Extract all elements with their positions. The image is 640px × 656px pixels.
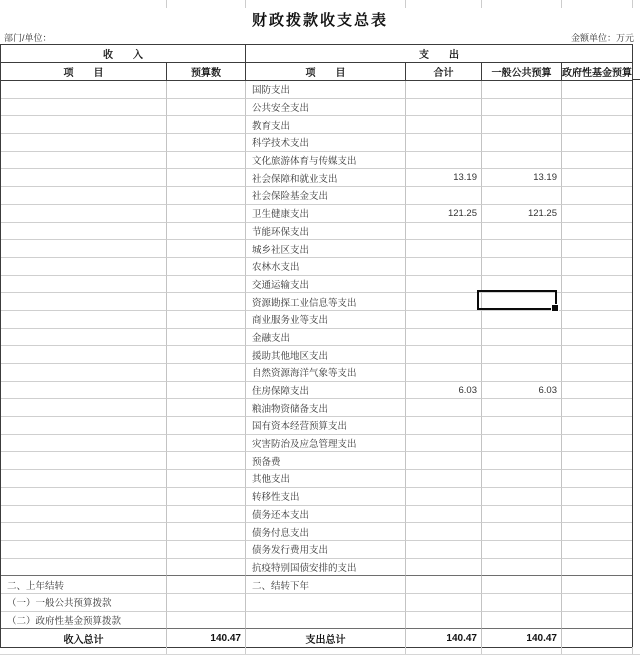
cell-income[interactable] — [1, 435, 167, 453]
table-row — [1, 576, 632, 594]
cell-general[interactable] — [482, 116, 562, 134]
column-header-row — [1, 63, 632, 81]
cell-income[interactable] — [1, 134, 167, 152]
cell-fund[interactable] — [562, 506, 632, 524]
cell-general[interactable] — [482, 134, 562, 152]
cell-item[interactable]: 节能环保支出 — [246, 223, 406, 241]
table-row — [1, 346, 632, 364]
cell-item[interactable]: 公共安全支出 — [246, 99, 406, 117]
cell-total[interactable] — [406, 293, 482, 311]
cell-total[interactable] — [406, 240, 482, 258]
cell-total[interactable] — [406, 541, 482, 559]
cell-item[interactable]: 债务发行费用支出 — [246, 541, 406, 559]
cell-budget[interactable] — [167, 470, 246, 488]
cell-total[interactable] — [406, 311, 482, 329]
table-row — [1, 99, 632, 117]
cell-fund[interactable] — [562, 576, 632, 594]
cell-income[interactable] — [1, 541, 167, 559]
cell-fund[interactable] — [562, 240, 632, 258]
gridline-stub — [166, 0, 167, 8]
cell-income[interactable] — [1, 293, 167, 311]
cell-item[interactable]: 债务付息支出 — [246, 523, 406, 541]
table-row — [1, 134, 632, 152]
table-row — [1, 187, 632, 205]
table-row — [1, 435, 632, 453]
gridline-stub — [481, 0, 482, 8]
cell-general[interactable] — [482, 399, 562, 417]
cell-budget[interactable] — [167, 240, 246, 258]
cell-fund[interactable] — [562, 116, 632, 134]
cell-total[interactable] — [406, 329, 482, 347]
cell-fund[interactable] — [562, 435, 632, 453]
cell-budget[interactable] — [167, 559, 246, 577]
cell-item[interactable]: 预备费 — [246, 452, 406, 470]
cell-general[interactable] — [482, 576, 562, 594]
fill-handle[interactable] — [551, 304, 559, 312]
cell-budget[interactable] — [167, 612, 246, 630]
cell-general[interactable] — [482, 346, 562, 364]
table-row — [1, 169, 632, 187]
cell-general[interactable] — [482, 594, 562, 612]
cell-item[interactable]: 交通运输支出 — [246, 276, 406, 294]
cell-item[interactable]: 农林水支出 — [246, 258, 406, 276]
cell-item[interactable]: 自然资源海洋气象等支出 — [246, 364, 406, 382]
cell-income[interactable] — [1, 276, 167, 294]
cell-item[interactable]: 金融支出 — [246, 329, 406, 347]
table-row — [1, 523, 632, 541]
cell-general[interactable] — [482, 311, 562, 329]
table-row — [1, 559, 632, 577]
income-total-value[interactable]: 140.47 — [167, 629, 246, 647]
cell-fund[interactable] — [562, 399, 632, 417]
table-row — [1, 152, 632, 170]
cell-income[interactable] — [1, 523, 167, 541]
cell-fund[interactable] — [562, 594, 632, 612]
totals-row — [1, 629, 632, 647]
expense-group-header[interactable]: 支 出 — [246, 45, 632, 63]
cell-income[interactable] — [1, 506, 167, 524]
cell-budget[interactable] — [167, 81, 246, 99]
table-row — [1, 470, 632, 488]
cell-general[interactable]: 6.03 — [482, 382, 562, 400]
cell-income[interactable] — [1, 311, 167, 329]
cell-budget[interactable] — [167, 488, 246, 506]
cell-income[interactable] — [1, 152, 167, 170]
income-total-label[interactable]: 收入总计 — [1, 629, 167, 647]
cell-total[interactable] — [406, 523, 482, 541]
cell-budget[interactable] — [167, 276, 246, 294]
cell-item[interactable]: 国有资本经营预算支出 — [246, 417, 406, 435]
cell-budget[interactable] — [167, 435, 246, 453]
table-row — [1, 417, 632, 435]
cell-budget[interactable] — [167, 169, 246, 187]
cell-item[interactable] — [246, 594, 406, 612]
cell-budget[interactable] — [167, 205, 246, 223]
cell-budget[interactable] — [167, 329, 246, 347]
cell-total[interactable] — [406, 506, 482, 524]
cell-general[interactable] — [482, 612, 562, 630]
cell-budget[interactable] — [167, 152, 246, 170]
expense-total-label[interactable]: 支出总计 — [246, 629, 406, 647]
income-group-header[interactable]: 收 入 — [1, 45, 246, 63]
cell-item[interactable]: 商业服务业等支出 — [246, 311, 406, 329]
table-row — [1, 116, 632, 134]
gridline-stub — [632, 0, 633, 8]
cell-budget[interactable] — [167, 452, 246, 470]
table-row — [1, 594, 632, 612]
cell-budget[interactable] — [167, 99, 246, 117]
cell-fund[interactable] — [562, 205, 632, 223]
cell-item[interactable]: 二、结转下年 — [246, 576, 406, 594]
cell-general[interactable] — [482, 81, 562, 99]
cell-general[interactable] — [482, 152, 562, 170]
table-row — [1, 488, 632, 506]
cell-income[interactable] — [1, 116, 167, 134]
cell-total[interactable] — [406, 223, 482, 241]
cell-total[interactable] — [406, 435, 482, 453]
cell-income[interactable] — [1, 99, 167, 117]
table-row — [1, 205, 632, 223]
gridline-horizontal — [0, 654, 640, 655]
cell-income[interactable] — [1, 382, 167, 400]
cell-budget[interactable] — [167, 258, 246, 276]
cell-fund[interactable] — [562, 99, 632, 117]
cell-income[interactable] — [1, 470, 167, 488]
cell-income[interactable] — [1, 399, 167, 417]
cell-income[interactable] — [1, 223, 167, 241]
cell-fund[interactable] — [562, 329, 632, 347]
table-row — [1, 81, 632, 99]
cell-fund[interactable] — [562, 346, 632, 364]
cell-income[interactable] — [1, 81, 167, 99]
cell-fund[interactable] — [562, 311, 632, 329]
sheet-title: 财政拨款收支总表 — [251, 12, 388, 29]
cell-total[interactable] — [406, 559, 482, 577]
cell-general[interactable] — [482, 470, 562, 488]
cell-general[interactable] — [482, 223, 562, 241]
cell-income[interactable]: （一）一般公共预算拨款 — [1, 594, 167, 612]
dept-unit-label: 部门/单位： — [4, 33, 52, 43]
col-header-fund-budget[interactable]: 政府性基金预算 — [562, 63, 632, 81]
table-row — [1, 223, 632, 241]
cell-fund[interactable] — [562, 276, 632, 294]
cell-general[interactable] — [482, 187, 562, 205]
cell-fund[interactable] — [562, 152, 632, 170]
table-row — [1, 382, 632, 400]
expense-total-value[interactable]: 140.47 — [406, 629, 482, 647]
cell-general[interactable] — [482, 417, 562, 435]
cell-income[interactable] — [1, 187, 167, 205]
cell-total[interactable]: 6.03 — [406, 382, 482, 400]
header-border-extension — [632, 79, 640, 80]
cell-budget[interactable] — [167, 506, 246, 524]
cell-item[interactable]: 债务还本支出 — [246, 506, 406, 524]
col-header-expense-item[interactable]: 项 目 — [246, 63, 406, 81]
cell-income[interactable] — [1, 205, 167, 223]
table-row — [1, 240, 632, 258]
cell-fund[interactable] — [562, 187, 632, 205]
cell-total[interactable] — [406, 346, 482, 364]
cell-total[interactable] — [406, 99, 482, 117]
cell-income[interactable] — [1, 258, 167, 276]
cell-general[interactable] — [482, 559, 562, 577]
cell-budget[interactable] — [167, 311, 246, 329]
cell-item[interactable]: 粮油物资储备支出 — [246, 399, 406, 417]
cell-income[interactable] — [1, 488, 167, 506]
col-header-income-item[interactable]: 项 目 — [1, 63, 167, 81]
cell-fund[interactable] — [562, 417, 632, 435]
cell-item[interactable]: 住房保障支出 — [246, 382, 406, 400]
gridline-stub — [561, 0, 562, 8]
selected-cell[interactable] — [477, 290, 557, 310]
cell-total[interactable] — [406, 116, 482, 134]
cell-budget[interactable] — [167, 594, 246, 612]
cell-budget[interactable] — [167, 116, 246, 134]
cell-total[interactable] — [406, 576, 482, 594]
cell-general[interactable] — [482, 329, 562, 347]
cell-fund[interactable] — [562, 258, 632, 276]
cell-income[interactable] — [1, 346, 167, 364]
cell-budget[interactable] — [167, 223, 246, 241]
expense-general-total-value[interactable]: 140.47 — [482, 629, 562, 647]
cell-income[interactable] — [1, 329, 167, 347]
cell-fund[interactable] — [562, 293, 632, 311]
cell-fund[interactable] — [562, 559, 632, 577]
table-row — [1, 506, 632, 524]
cell-budget[interactable] — [167, 346, 246, 364]
cell-fund[interactable] — [562, 488, 632, 506]
cell-total[interactable] — [406, 399, 482, 417]
cell-general[interactable] — [482, 99, 562, 117]
cell-general[interactable] — [482, 240, 562, 258]
cell-income[interactable] — [1, 452, 167, 470]
table-body — [1, 81, 632, 629]
cell-income[interactable]: 二、上年结转 — [1, 576, 167, 594]
col-header-general-budget[interactable]: 一般公共预算 — [482, 63, 562, 81]
cell-total[interactable] — [406, 364, 482, 382]
cell-item[interactable]: 抗疫特别国债安排的支出 — [246, 559, 406, 577]
cell-income[interactable] — [1, 169, 167, 187]
cell-item[interactable]: 卫生健康支出 — [246, 205, 406, 223]
cell-budget[interactable] — [167, 293, 246, 311]
cell-fund[interactable] — [562, 470, 632, 488]
summary-table — [0, 44, 633, 648]
col-header-total[interactable]: 合计 — [406, 63, 482, 81]
cell-total[interactable] — [406, 276, 482, 294]
cell-fund[interactable] — [562, 364, 632, 382]
amount-unit-label: 金额单位：万元 — [570, 33, 634, 43]
cell-item[interactable]: 转移性支出 — [246, 488, 406, 506]
cell-fund[interactable] — [562, 452, 632, 470]
table-row — [1, 311, 632, 329]
table-row — [1, 399, 632, 417]
cell-fund[interactable] — [562, 81, 632, 99]
cell-item[interactable]: 援助其他地区支出 — [246, 346, 406, 364]
cell-item[interactable]: 资源勘探工业信息等支出 — [246, 293, 406, 311]
cell-fund[interactable] — [562, 223, 632, 241]
cell-total[interactable] — [406, 452, 482, 470]
expense-fund-total-value[interactable] — [562, 629, 632, 647]
cell-item[interactable] — [246, 612, 406, 630]
cell-fund[interactable] — [562, 523, 632, 541]
cell-budget[interactable] — [167, 417, 246, 435]
cell-general[interactable] — [482, 506, 562, 524]
table-row — [1, 541, 632, 559]
cell-budget[interactable] — [167, 187, 246, 205]
cell-general[interactable] — [482, 258, 562, 276]
cell-income[interactable]: （二）政府性基金预算拨款 — [1, 612, 167, 630]
cell-general[interactable] — [482, 523, 562, 541]
cell-item[interactable]: 国防支出 — [246, 81, 406, 99]
cell-general[interactable] — [482, 541, 562, 559]
cell-total[interactable] — [406, 187, 482, 205]
cell-budget[interactable] — [167, 541, 246, 559]
cell-total[interactable] — [406, 81, 482, 99]
cell-fund[interactable] — [562, 612, 632, 630]
cell-total[interactable] — [406, 258, 482, 276]
cell-item[interactable]: 社会保障和就业支出 — [246, 169, 406, 187]
cell-fund[interactable] — [562, 541, 632, 559]
cell-income[interactable] — [1, 364, 167, 382]
table-row — [1, 329, 632, 347]
cell-total[interactable]: 121.25 — [406, 205, 482, 223]
cell-item[interactable]: 灾害防治及应急管理支出 — [246, 435, 406, 453]
cell-fund[interactable] — [562, 382, 632, 400]
table-row — [1, 364, 632, 382]
cell-item[interactable]: 其他支出 — [246, 470, 406, 488]
cell-budget[interactable] — [167, 382, 246, 400]
cell-item[interactable]: 社会保险基金支出 — [246, 187, 406, 205]
cell-total[interactable] — [406, 417, 482, 435]
gridline-stub — [405, 0, 406, 8]
cell-total[interactable] — [406, 594, 482, 612]
cell-income[interactable] — [1, 559, 167, 577]
cell-total[interactable] — [406, 612, 482, 630]
cell-general[interactable] — [482, 488, 562, 506]
cell-general[interactable] — [482, 452, 562, 470]
cell-total[interactable] — [406, 134, 482, 152]
cell-total[interactable]: 13.19 — [406, 169, 482, 187]
cell-income[interactable] — [1, 417, 167, 435]
cell-item[interactable]: 教育支出 — [246, 116, 406, 134]
cell-item[interactable]: 文化旅游体育与传媒支出 — [246, 152, 406, 170]
cell-total[interactable] — [406, 488, 482, 506]
cell-total[interactable] — [406, 470, 482, 488]
cell-budget[interactable] — [167, 364, 246, 382]
table-row — [1, 452, 632, 470]
cell-item[interactable]: 城乡社区支出 — [246, 240, 406, 258]
cell-general[interactable]: 121.25 — [482, 205, 562, 223]
cell-budget[interactable] — [167, 523, 246, 541]
cell-income[interactable] — [1, 240, 167, 258]
cell-budget[interactable] — [167, 399, 246, 417]
cell-general[interactable] — [482, 435, 562, 453]
cell-item[interactable]: 科学技术支出 — [246, 134, 406, 152]
cell-fund[interactable] — [562, 169, 632, 187]
cell-general[interactable] — [482, 364, 562, 382]
cell-budget[interactable] — [167, 134, 246, 152]
cell-total[interactable] — [406, 152, 482, 170]
gridline-stub — [245, 0, 246, 8]
cell-general[interactable]: 13.19 — [482, 169, 562, 187]
col-header-budget[interactable]: 预算数 — [167, 63, 246, 81]
table-row — [1, 612, 632, 630]
group-header-row — [1, 45, 632, 63]
cell-fund[interactable] — [562, 134, 632, 152]
table-row — [1, 258, 632, 276]
cell-budget[interactable] — [167, 576, 246, 594]
